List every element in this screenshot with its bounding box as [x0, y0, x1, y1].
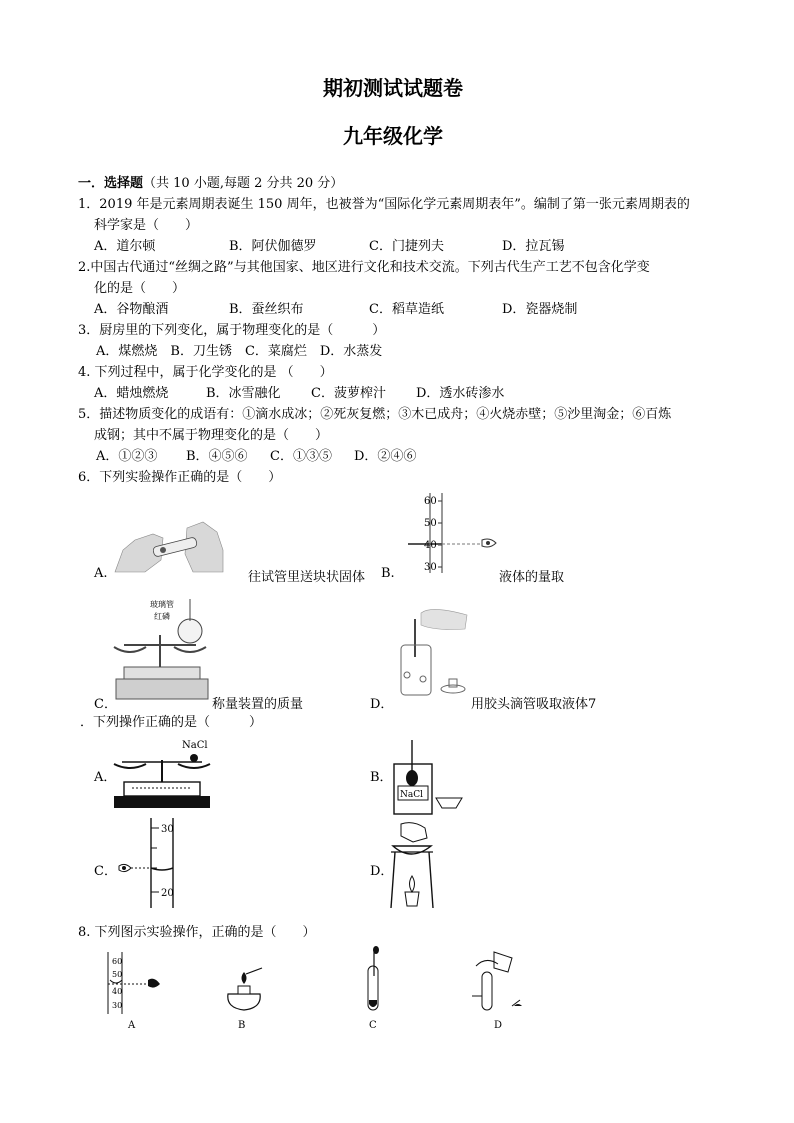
q6-figure-c-label-red-phosphorus: 红磷	[154, 612, 170, 621]
q2-option-d: D．瓷器烧制	[502, 302, 578, 317]
q5-stem-line2: 成钢；其中不属于物理变化的是（ ）	[94, 428, 329, 443]
q6-option-c-text: 称量装置的质量	[212, 697, 304, 712]
q7-figure-b-label: NaCl	[400, 790, 424, 800]
q1-option-a: A．道尔顿	[94, 239, 156, 254]
q8-figure-a-tick-50: 50	[112, 970, 123, 979]
q8-label-a: A	[128, 1020, 136, 1031]
q6-figure-d	[395, 605, 470, 700]
q6-figure-b-tick-30: 30	[424, 562, 437, 573]
q6-figure-c	[110, 595, 212, 705]
q2-option-b: B．蚕丝织布	[229, 302, 304, 317]
q7-option-b-letter: B．	[370, 770, 393, 785]
q6-figure-b-tick-60: 60	[424, 496, 437, 507]
q2-option-c: C．稻草造纸	[369, 302, 444, 317]
q6-figure-b-tick-40: 40	[424, 540, 437, 551]
q6-figure-b-tick-50: 50	[424, 518, 437, 529]
q8-label-d: D	[494, 1020, 503, 1031]
q7-stem: ．下列操作正确的是（ ）	[80, 715, 263, 730]
section-heading-label: 一．选择题	[78, 176, 144, 191]
q7-option-a-letter: A．	[94, 770, 117, 785]
q8-figure-a-tick-40: 40	[112, 987, 123, 996]
q2-stem-line1: 2.中国古代通过“丝绸之路”与其他国家、地区进行文化和技术交流。下列古代生产工艺不包含化学变	[78, 260, 650, 275]
q4-option-b: B．冰雪融化	[206, 386, 281, 401]
q1-option-c: C．门捷列夫	[369, 239, 444, 254]
q8-label-b: B	[238, 1020, 246, 1031]
q7-option-c-letter: C．	[94, 864, 117, 879]
q7-figure-c	[115, 818, 185, 910]
q5-stem-line1: 5．描述物质变化的成语有：①滴水成冰；②死灰复燃；③木已成舟；④火烧赤壁；⑤沙里淘金；⑥百炼	[78, 407, 672, 422]
section-heading	[78, 172, 343, 191]
q4-option-c: C．菠萝榨汁	[311, 386, 386, 401]
q8-label-c: C	[369, 1020, 377, 1031]
q1-option-b: B．阿伏伽德罗	[229, 239, 317, 254]
q8-figure-a-tick-30: 30	[112, 1001, 123, 1010]
q6-option-b-letter: B.	[381, 566, 395, 581]
q6-figure-c-label-glass-tube: 玻璃管	[150, 600, 174, 609]
q6-figure-a	[115, 520, 225, 575]
q1-stem-line2: 科学家是（ ）	[94, 218, 199, 233]
page-subtitle: 九年级化学	[343, 124, 443, 148]
q1-option-d: D．拉瓦锡	[502, 239, 565, 254]
q3-stem: 3．厨房里的下列变化，属于物理变化的是（ ）	[78, 323, 386, 338]
q1-stem-line1: 1．2019 年是元素周期表诞生 150 周年，也被誉为“国际化学元素周期表年”。编制了第一张元素周期表的	[78, 197, 690, 212]
page-title: 期初测试试题卷	[323, 76, 463, 100]
q7-figure-b	[390, 738, 465, 816]
q6-option-d-letter: D．	[370, 697, 394, 712]
q7-figure-c-tick-20: 20	[161, 888, 174, 899]
q4-option-a: A．蜡烛燃烧	[94, 386, 169, 401]
q7-figure-a-label: NaCl	[182, 740, 208, 751]
q2-option-a: A．谷物酿酒	[94, 302, 169, 317]
q6-option-b-text: 液体的量取	[499, 570, 565, 585]
q8-figure-d	[472, 946, 532, 1014]
q6-stem: 6．下列实验操作正确的是（ ）	[78, 470, 282, 485]
q6-figure-b	[398, 493, 500, 575]
q8-figure-a-tick-60: 60	[112, 957, 123, 966]
q4-stem: 4. 下列过程中，属于化学变化的是 （ ）	[78, 365, 333, 380]
q5-option-a: A．①②③	[96, 449, 158, 464]
q5-option-d: D．②④⑥	[354, 449, 417, 464]
q4-option-d: D．透水砖渗水	[416, 386, 505, 401]
q6-option-d-text: 用胶头滴管吸取液体7	[471, 697, 597, 712]
q7-figure-a	[110, 738, 215, 810]
q8-figure-c	[360, 946, 390, 1014]
q6-option-a-letter: A.	[94, 566, 108, 581]
q8-figure-a	[108, 952, 168, 1016]
q5-option-c: C．①③⑤	[270, 449, 332, 464]
q6-option-a-text: 往试管里送块状固体	[248, 570, 366, 585]
q7-figure-c-tick-30: 30	[161, 824, 174, 835]
q7-option-d-letter: D．	[370, 864, 394, 879]
q6-option-c-letter: C．	[94, 697, 117, 712]
section-heading-note: （共 10 小题,每题 2 分共 20 分）	[143, 176, 344, 191]
q2-stem-line2: 化的是（ ）	[94, 281, 186, 296]
q8-stem: 8. 下列图示实验操作，正确的是（ ）	[78, 925, 316, 940]
q8-figure-b	[222, 964, 266, 1014]
q3-options: A．煤燃烧 B．刀生锈 C．菜腐烂 D．水蒸发	[96, 344, 383, 359]
q5-option-b: B．④⑤⑥	[186, 449, 248, 464]
